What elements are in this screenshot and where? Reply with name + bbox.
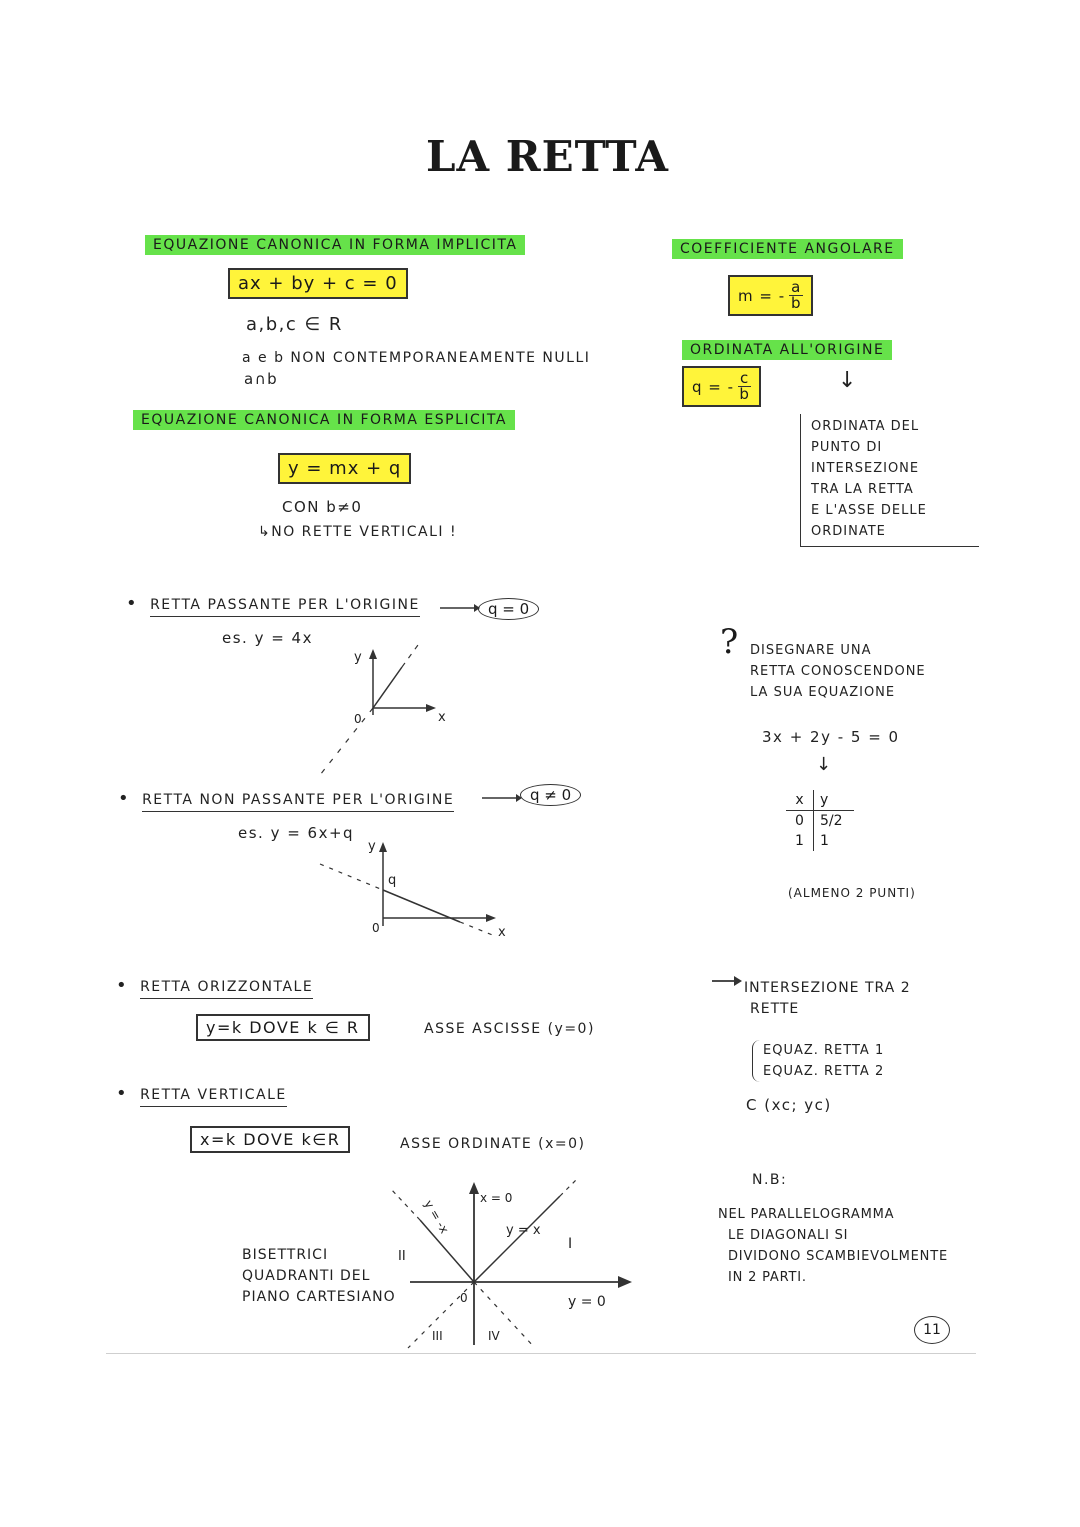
bisectors-graph bbox=[380, 1180, 660, 1355]
slope-fraction: a b bbox=[790, 278, 802, 312]
quadrant-2-label: II bbox=[398, 1249, 406, 1264]
not-origin-example: es. y = 6x+q bbox=[238, 824, 355, 842]
page-number: 11 bbox=[914, 1316, 950, 1344]
implicit-condition-3: a∩b bbox=[244, 370, 279, 388]
vertical-axis-note: ASSE ORDINATE (x=0) bbox=[400, 1136, 586, 1152]
not-origin-line-graph bbox=[310, 836, 520, 946]
quadrant-1-label: I bbox=[568, 1236, 573, 1252]
nb-heading: N.B: bbox=[752, 1172, 788, 1188]
intercept-formula: q = - c b bbox=[682, 366, 761, 407]
vertical-formula: x=k DOVE k∈R bbox=[190, 1126, 350, 1153]
not-origin-line-label: • RETTA NON PASSANTE PER L'ORIGINE bbox=[118, 788, 454, 809]
implicit-form-heading: EQUAZIONE CANONICA IN FORMA IMPLICITA bbox=[145, 235, 525, 255]
question-mark-icon: ? bbox=[720, 622, 739, 662]
arrow-right-icon bbox=[440, 598, 480, 618]
slope-formula: m = - a b bbox=[728, 275, 813, 316]
explicit-note: ↳NO RETTE VERTICALI ! bbox=[258, 524, 458, 540]
arrow-down-icon: ↓ bbox=[816, 754, 833, 775]
table-header-x: x bbox=[786, 790, 814, 811]
not-origin-condition: q ≠ 0 bbox=[520, 784, 581, 806]
origin-zero-label: 0 bbox=[460, 1291, 468, 1305]
origin-line-graph bbox=[310, 645, 460, 780]
explicit-formula: y = mx + q bbox=[278, 453, 411, 484]
y-eq-0-label: y = 0 bbox=[568, 1294, 606, 1310]
x-axis-label: x bbox=[438, 710, 446, 725]
x-axis-label: x bbox=[498, 925, 506, 940]
page-edge-divider bbox=[106, 1353, 976, 1354]
bisectors-caption: BISETTRICI QUADRANTI DEL PIANO CARTESIANO bbox=[242, 1247, 396, 1305]
table-cell: 1 bbox=[786, 831, 814, 851]
nb-note: NEL PARALLELOGRAMMA LE DIAGONALI SI DIVIDONO SCAMBIEVOLMENTE IN 2 PARTI. bbox=[718, 1207, 948, 1285]
draw-line-instructions: DISEGNARE UNA RETTA CONOSCENDONE LA SUA EQUAZIONE bbox=[750, 643, 926, 700]
implicit-condition-2: a e b NON CONTEMPORANEAMENTE NULLI bbox=[242, 350, 591, 366]
arrow-right-icon bbox=[712, 974, 742, 988]
y-axis-label: y bbox=[354, 650, 362, 665]
intercept-q-label: q bbox=[388, 873, 397, 888]
explicit-condition: CON b≠0 bbox=[282, 498, 363, 516]
slope-heading: COEFFICIENTE ANGOLARE bbox=[672, 239, 903, 259]
arrow-down-icon: ↓ bbox=[838, 368, 858, 393]
horizontal-axis-note: ASSE ASCISSE (y=0) bbox=[424, 1021, 595, 1037]
intercept-fraction: c b bbox=[739, 369, 750, 403]
table-header-y: y bbox=[814, 790, 854, 811]
values-table bbox=[786, 790, 854, 851]
quadrant-4-label: IV bbox=[488, 1329, 500, 1343]
y-axis-label: y bbox=[368, 839, 376, 854]
implicit-formula: ax + by + c = 0 bbox=[228, 268, 408, 299]
intersection-title: INTERSEZIONE TRA 2 RETTE bbox=[744, 980, 911, 1017]
vertical-line-label: • RETTA VERTICALE bbox=[116, 1083, 287, 1104]
bisector-y-eq-minus-x-label: y = -x bbox=[421, 1197, 452, 1236]
origin-zero-label: 0 bbox=[354, 712, 362, 726]
arrow-right-icon bbox=[482, 788, 522, 808]
horizontal-formula: y=k DOVE k ∈ R bbox=[196, 1014, 370, 1041]
table-cell: 0 bbox=[786, 811, 814, 831]
table-cell: 1 bbox=[820, 833, 829, 849]
horizontal-line-label: • RETTA ORIZZONTALE bbox=[116, 975, 313, 996]
bisector-y-eq-x-label: y = x bbox=[506, 1223, 541, 1238]
origin-example: es. y = 4x bbox=[222, 629, 313, 647]
x-eq-0-label: x = 0 bbox=[480, 1191, 513, 1205]
origin-zero-label: 0 bbox=[372, 921, 380, 935]
origin-line-label: • RETTA PASSANTE PER L'ORIGINE bbox=[126, 593, 420, 614]
intercept-note: ORDINATA DEL PUNTO DI INTERSEZIONE TRA LA RETTA E L'ASSE DELLE ORDINATE bbox=[800, 414, 979, 547]
implicit-condition-1: a,b,c ∈ R bbox=[246, 314, 343, 335]
draw-line-note: (ALMENO 2 PUNTI) bbox=[788, 886, 916, 900]
intercept-heading: ORDINATA ALL'ORIGINE bbox=[682, 340, 892, 360]
origin-condition: q = 0 bbox=[478, 598, 539, 620]
explicit-form-heading: EQUAZIONE CANONICA IN FORMA ESPLICITA bbox=[133, 410, 515, 430]
draw-line-equation: 3x + 2y - 5 = 0 bbox=[762, 728, 900, 746]
intersection-system: EQUAZ. RETTA 1 EQUAZ. RETTA 2 bbox=[752, 1040, 884, 1082]
quadrant-3-label: III bbox=[432, 1329, 443, 1343]
page-title: LA RETTA bbox=[426, 132, 669, 181]
intersection-point: C (xc; yc) bbox=[746, 1096, 832, 1114]
table-cell: 5/2 bbox=[820, 813, 843, 829]
